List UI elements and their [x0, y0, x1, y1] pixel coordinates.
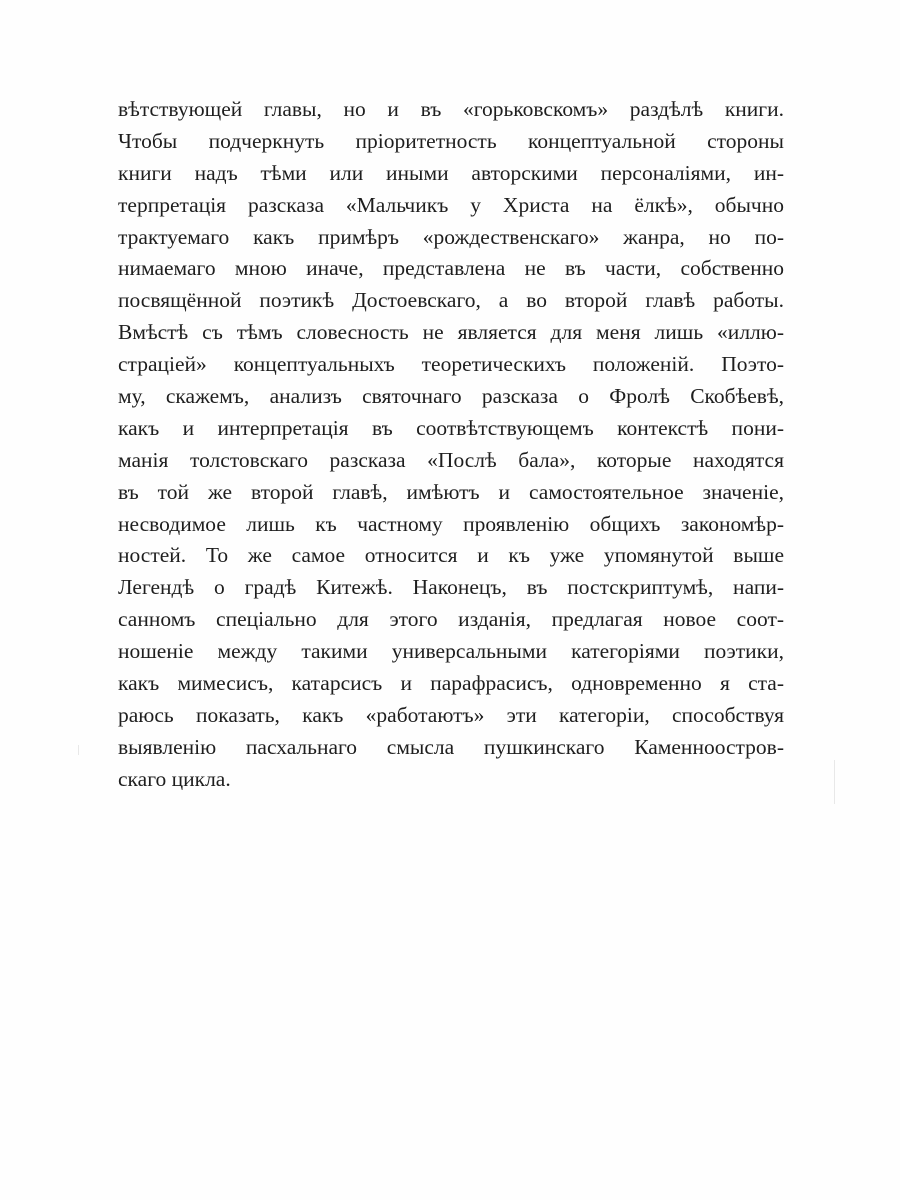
text-line: нимаемаго мною иначе, представлена не въ части, собственно	[118, 256, 784, 281]
text-line: несводимое лишь къ частному проявленію общихъ закономѣр-	[118, 511, 784, 536]
text-line: санномъ спеціально для этого изданія, предлагая новое соот-	[118, 607, 784, 632]
text-line: му, скажемъ, анализъ святочнаго разсказа о Фролѣ Скобѣевѣ,	[118, 384, 784, 409]
text-line: какъ мимесисъ, катарсисъ и парафрасисъ, одновременно я ста-	[118, 671, 784, 696]
text-line: ностей. То же самое относится и къ уже упомянутой выше	[118, 543, 784, 568]
text-line: какъ и интерпретація въ соотвѣтствующемъ контекстѣ пони-	[118, 415, 784, 440]
scan-artifact	[834, 760, 835, 804]
text-line: книги надъ тѣми или иными авторскими персоналіями, ин-	[118, 160, 784, 185]
text-line: Вмѣстѣ съ тѣмъ словесность не является для меня лишь «иллю-	[118, 320, 784, 345]
text-line: скаго цикла.	[118, 766, 231, 791]
text-line: трактуемаго какъ примѣръ «рождественскаго» жанра, но по-	[118, 224, 784, 249]
text-line: посвящённой поэтикѣ Достоевскаго, а во второй главѣ работы.	[118, 288, 784, 313]
text-line: Легендѣ о градѣ Китежѣ. Наконецъ, въ постскриптумѣ, напи-	[118, 575, 784, 600]
text-line: Чтобы подчеркнуть пріоритетность концептуальной стороны	[118, 128, 784, 153]
text-line: манія толстовскаго разсказа «Послѣ бала», которые находятся	[118, 447, 784, 472]
body-text	[118, 94, 784, 796]
text-line: раюсь показать, какъ «работаютъ» эти категоріи, способствуя	[118, 702, 784, 727]
text-line: страціей» концептуальныхъ теоретическихъ положеній. Поэто-	[118, 352, 784, 377]
text-line: выявленію пасхальнаго смысла пушкинскаго Каменноостров-	[118, 734, 784, 759]
scan-artifact	[78, 745, 79, 755]
text-line: ношеніе между такими универсальными категоріями поэтики,	[118, 639, 784, 664]
text-line: терпретація разсказа «Мальчикъ у Христа на ёлкѣ», обычно	[118, 192, 784, 217]
text-line: въ той же второй главѣ, имѣютъ и самостоятельное значеніе,	[118, 479, 784, 504]
text-line: вѣтствующей главы, но и въ «горьковскомъ» раздѣлѣ книги.	[118, 97, 784, 121]
